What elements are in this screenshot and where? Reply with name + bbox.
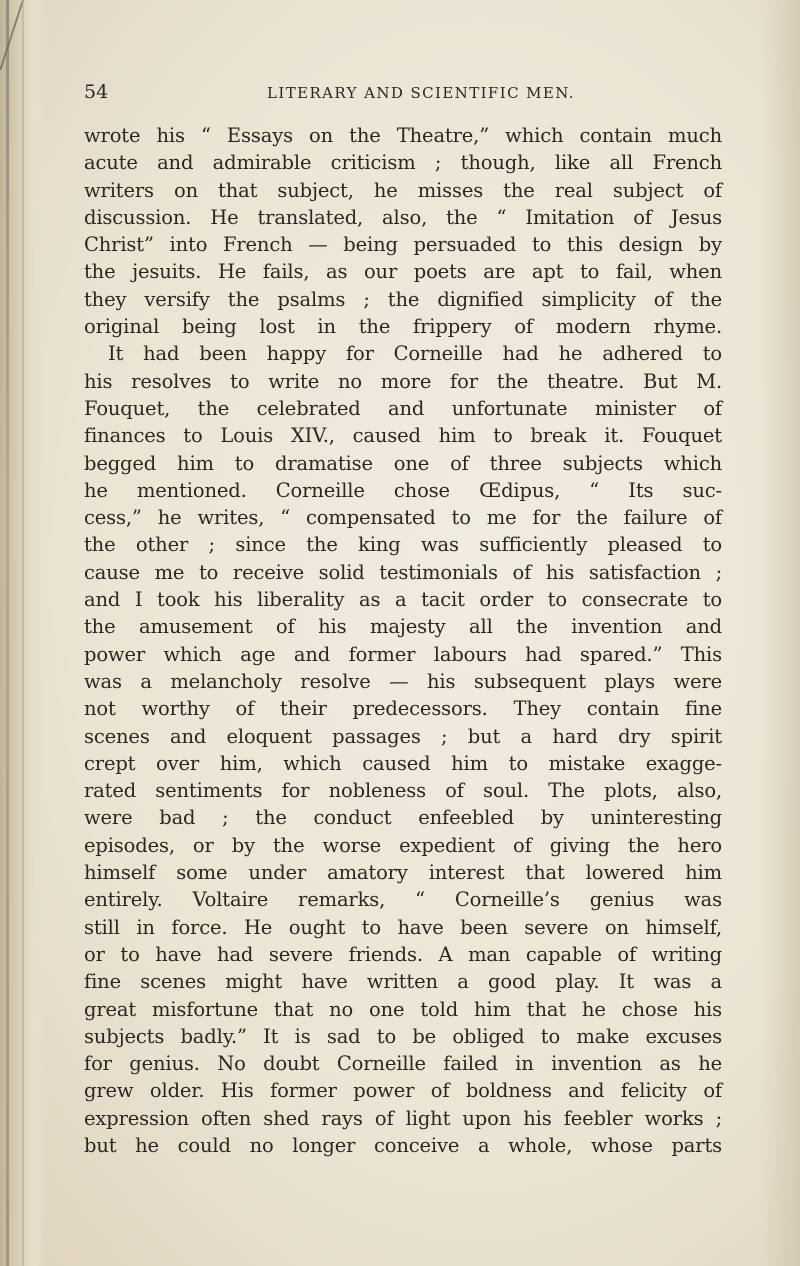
running-head: LITERARY AND SCIENTIFIC MEN.: [267, 84, 575, 102]
text-line: begged him to dramatise one of three subjects which: [84, 451, 722, 475]
text-line: entirely. Voltaire remarks, “ Corneille’s genius was: [84, 888, 722, 912]
page-shadow: [760, 0, 800, 1266]
text-line: wrote his “ Essays on the Theatre,” which contain much: [84, 124, 722, 147]
text-line: cess,” he writes, “ compensated to me for the failure of: [84, 506, 722, 530]
text-line: great misfortune that no one told him that he chose his: [84, 997, 722, 1021]
text-line: Fouquet, the celebrated and unfortunate minister of: [84, 396, 722, 420]
text-line: still in force. He ought to have been severe on himself,: [84, 915, 722, 939]
text-line: cause me to receive solid testimonials of his satisfaction ;: [84, 560, 722, 584]
text-line: not worthy of their predecessors. They contain fine: [84, 697, 722, 721]
text-line: scenes and eloquent passages ; but a hard dry spirit: [84, 724, 722, 748]
text-line: himself some under amatory interest that lowered him: [84, 861, 722, 885]
text-line: and I took his liberality as a tacit order to consecrate to: [84, 588, 722, 612]
text-line: grew older. His former power of boldness and felicity of: [84, 1079, 722, 1103]
text-line: they versify the psalms ; the dignified simplicity of the: [84, 287, 722, 311]
body-text: [84, 122, 722, 1159]
text-line: acute and admirable criticism ; though, like all French: [84, 151, 722, 175]
text-line: rated sentiments for nobleness of soul. The plots, also,: [84, 779, 722, 803]
text-line: expression often shed rays of light upon his feebler works ;: [84, 1106, 722, 1130]
text-line: for genius. No doubt Corneille failed in invention as he: [84, 1052, 722, 1076]
text-line: Christ” into French — being persuaded to this design by: [84, 233, 722, 257]
text-line: the jesuits. He fails, as our poets are apt to fail, when: [84, 260, 722, 284]
text-line: writers on that subject, he misses the real subject of: [84, 178, 722, 202]
text-line: the amusement of his majesty all the invention and: [84, 615, 722, 639]
text-line: It had been happy for Corneille had he adhered to: [108, 342, 722, 366]
text-line: fine scenes might have written a good play. It was a: [84, 970, 722, 994]
text-line: were bad ; the conduct enfeebled by uninteresting: [84, 806, 722, 830]
text-line: the other ; since the king was sufficiently pleased to: [84, 533, 722, 557]
text-line: finances to Louis XIV., caused him to break it. Fouquet: [84, 424, 722, 448]
text-line: discussion. He translated, also, the “ Imitation of Jesus: [84, 205, 722, 229]
text-line: was a melancholy resolve — his subsequent plays were: [84, 669, 722, 693]
page-edge-mark: [0, 0, 24, 70]
page-header: [84, 80, 724, 108]
text-line: episodes, or by the worse expedient of giving the hero: [84, 833, 722, 857]
text-line: subjects badly.” It is sad to be obliged to make excuses: [84, 1024, 722, 1048]
text-line: but he could no longer conceive a whole, whose parts: [84, 1133, 722, 1157]
text-line: original being lost in the frippery of modern rhyme.: [84, 315, 722, 339]
page-gutter: [0, 0, 46, 1266]
text-line: he mentioned. Corneille chose Œdipus, “ Its suc-: [84, 478, 722, 502]
text-line: his resolves to write no more for the theatre. But M.: [84, 369, 722, 393]
text-line: crept over him, which caused him to mistake exagge-: [84, 751, 722, 775]
text-line: or to have had severe friends. A man capable of writing: [84, 942, 722, 966]
text-line: power which age and former labours had spared.” This: [84, 642, 722, 666]
page-number: 54: [84, 81, 109, 103]
